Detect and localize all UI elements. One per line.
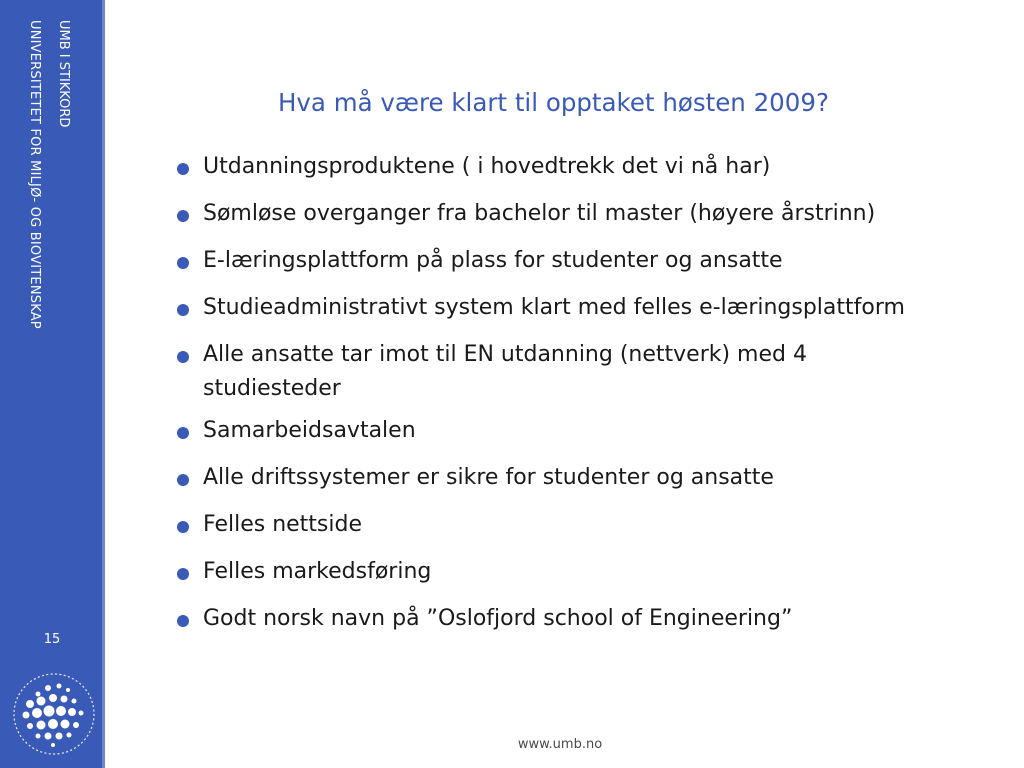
bullet-dot-icon — [177, 351, 189, 363]
bullet-item — [174, 338, 974, 406]
bullet-dot-icon — [177, 257, 189, 269]
bullet-dot-icon — [177, 568, 189, 580]
bullet-item — [174, 291, 974, 325]
sidebar — [0, 0, 102, 768]
bullet-item — [174, 508, 974, 542]
bullet-dot-icon — [177, 521, 189, 533]
sidebar-label-university: UNIVERSITETET FOR MILJØ- OG BIOVITENSKAP — [27, 20, 42, 329]
bullet-text: Alle ansatte tar imot til EN utdanning (nettverk) med 4 studiesteder — [203, 342, 807, 401]
bullet-dot-icon — [177, 210, 189, 222]
slide-title: Hva må være klart til opptaket høsten 2009? — [278, 88, 829, 117]
sidebar-edge-strip — [102, 0, 105, 768]
umb-logo-icon — [8, 668, 100, 760]
bullet-item — [174, 602, 974, 636]
bullet-dot-icon — [177, 615, 189, 627]
bullet-text: Godt norsk navn på ”Oslofjord school of Engineering” — [203, 606, 793, 631]
sidebar-label-umb: UMB I STIKKORD — [56, 20, 71, 128]
bullet-text: Samarbeidsavtalen — [203, 418, 416, 443]
bullet-item — [174, 461, 974, 495]
bullet-item — [174, 555, 974, 589]
bullet-item — [174, 197, 974, 231]
bullet-text: E-læringsplattform på plass for studenter og ansatte — [203, 248, 783, 273]
bullet-dot-icon — [177, 163, 189, 175]
bullet-text: Felles nettside — [203, 512, 363, 537]
bullet-dot-icon — [177, 427, 189, 439]
bullet-list — [174, 150, 974, 649]
bullet-text: Felles markedsføring — [203, 559, 432, 584]
bullet-text: Alle driftssystemer er sikre for studenter og ansatte — [203, 465, 774, 490]
bullet-item — [174, 414, 974, 448]
bullet-text: Utdanningsproduktene ( i hovedtrekk det vi nå har) — [203, 154, 771, 179]
bullet-dot-icon — [177, 304, 189, 316]
bullet-dot-icon — [177, 474, 189, 486]
bullet-text: Studieadministrativt system klart med felles e-læringsplattform — [203, 295, 905, 320]
page-number: 15 — [43, 632, 61, 647]
bullet-item — [174, 244, 974, 278]
bullet-text: Sømløse overganger fra bachelor til master (høyere årstrinn) — [203, 201, 876, 226]
bullet-item — [174, 150, 974, 184]
footer-url: www.umb.no — [517, 737, 603, 752]
